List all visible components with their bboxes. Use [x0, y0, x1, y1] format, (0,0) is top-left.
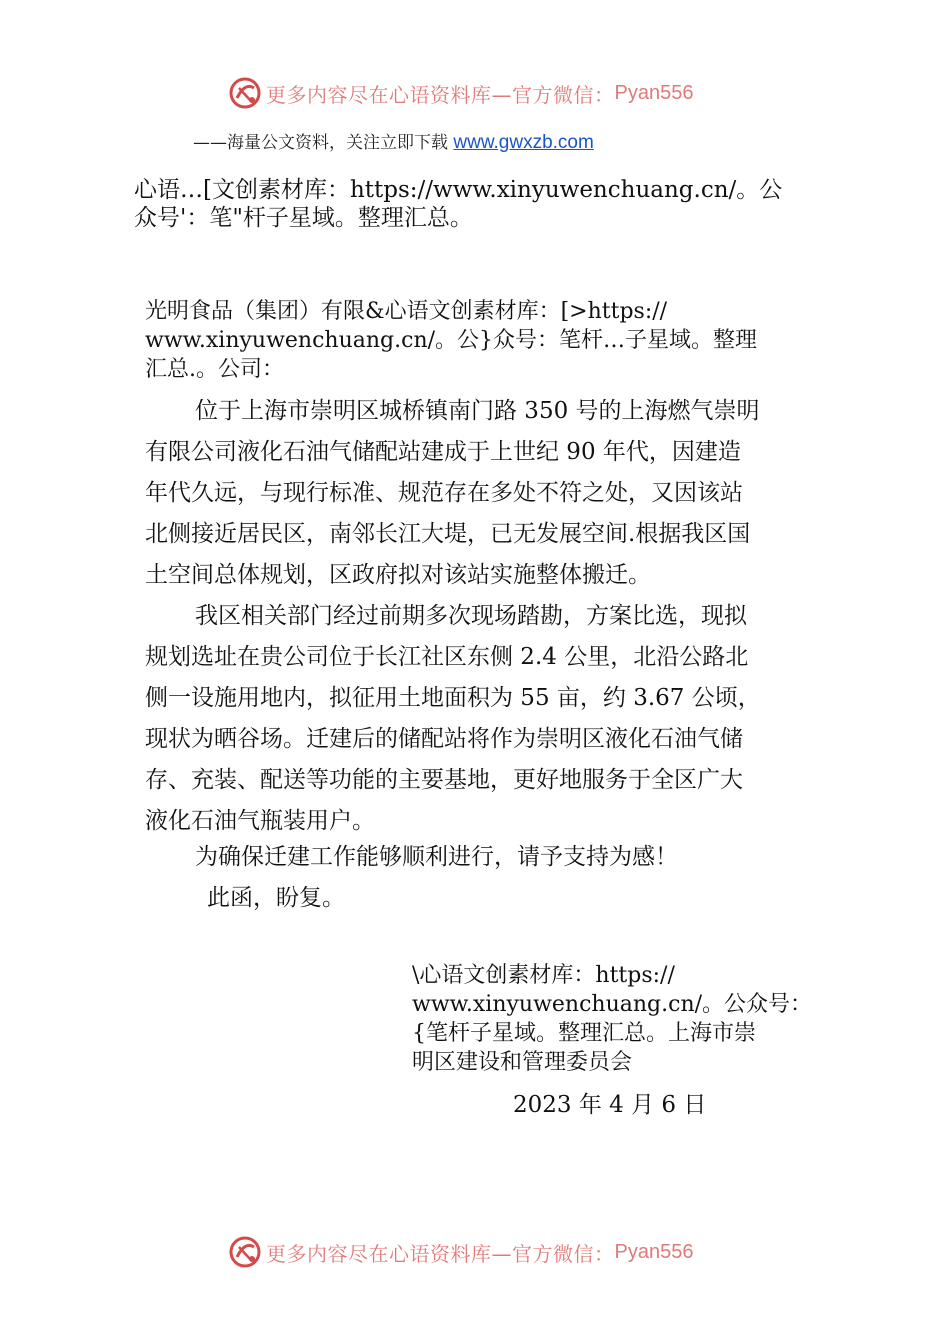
addressee-line-3: 汇总.。公司： — [145, 357, 284, 382]
xinyu-logo-icon — [228, 1235, 262, 1269]
paragraph-2-line: 存、充装、配送等功能的主要基地，更好地服务于全区广大 — [145, 767, 743, 793]
download-line — [193, 128, 594, 154]
addressee-line-1: 光明食品（集团）有限&心语文创素材库：[>https:// — [145, 299, 668, 324]
download-text: ——海量公文资料，关注立即下载 — [193, 133, 454, 153]
closing-request: 为确保迁建工作能够顺利进行，请予支持为感！ — [195, 844, 678, 870]
signature-line-3: {笔杆子星域。整理汇总。上海市崇 — [412, 1021, 756, 1046]
gwxzb-link[interactable]: www.gwxzb.com — [453, 132, 594, 153]
paragraph-2-line: 规划选址在贵公司位于长江社区东侧 2.4 公里，北沿公路北 — [145, 644, 749, 670]
paragraph-2 — [145, 596, 761, 842]
banner-text: 更多内容尽在心语资料库—官方微信： — [266, 82, 615, 107]
paragraph-1-line: 北侧接近居民区，南邻长江大堤，已无发展空间.根据我区国 — [145, 521, 751, 547]
header-banner — [228, 76, 693, 110]
signature-line-1: \心语文创素材库：https:// — [412, 963, 675, 988]
paragraph-1-line: 年代久远，与现行标准、规范存在多处不符之处，又因该站 — [145, 480, 743, 506]
paragraph-1-line: 有限公司液化石油气储配站建成于上世纪 90 年代，因建造 — [145, 439, 741, 465]
paragraph-1-line: 土空间总体规划，区政府拟对该站实施整体搬迁。 — [145, 562, 651, 588]
paragraph-2-line: 我区相关部门经过前期多次现场踏勘，方案比选，现拟 — [195, 603, 747, 629]
letter-date: 2023 年 4 月 6 日 — [513, 1092, 707, 1118]
paragraph-1 — [145, 391, 760, 596]
footer-banner-wechat-id: Pyan556 — [614, 1240, 694, 1263]
paragraph-2-line: 液化石油气瓶装用户。 — [145, 808, 375, 834]
footer-banner-text: 更多内容尽在心语资料库—官方微信： — [266, 1241, 615, 1266]
addressee-line-2: www.xinyuwenchuang.cn/。公}众号：笔杆…子星域。整理 — [145, 328, 758, 353]
paragraph-2-line: 侧一设施用地内，拟征用土地面积为 55 亩，约 3.67 公顷， — [145, 685, 761, 711]
paragraph-2-line: 现状为晒谷场。迁建后的储配站将作为崇明区液化石油气储 — [145, 726, 743, 752]
signature-line-2: www.xinyuwenchuang.cn/。公众号： — [412, 992, 813, 1017]
signature-line-4: 明区建设和管理委员会 — [412, 1050, 633, 1075]
intro-line-1: 心语…[文创素材库：https://www.xinyuwenchuang.cn/。公 — [134, 177, 783, 203]
intro-line-2: 众号'：笔"杆子星域。整理汇总。 — [134, 205, 473, 231]
xinyu-logo-icon — [228, 76, 262, 110]
footer-banner — [228, 1235, 693, 1269]
paragraph-1-line: 位于上海市崇明区城桥镇南门路 350 号的上海燃气崇明 — [195, 398, 760, 424]
closing-reply: 此函，盼复。 — [207, 885, 345, 911]
banner-wechat-id: Pyan556 — [614, 81, 694, 104]
